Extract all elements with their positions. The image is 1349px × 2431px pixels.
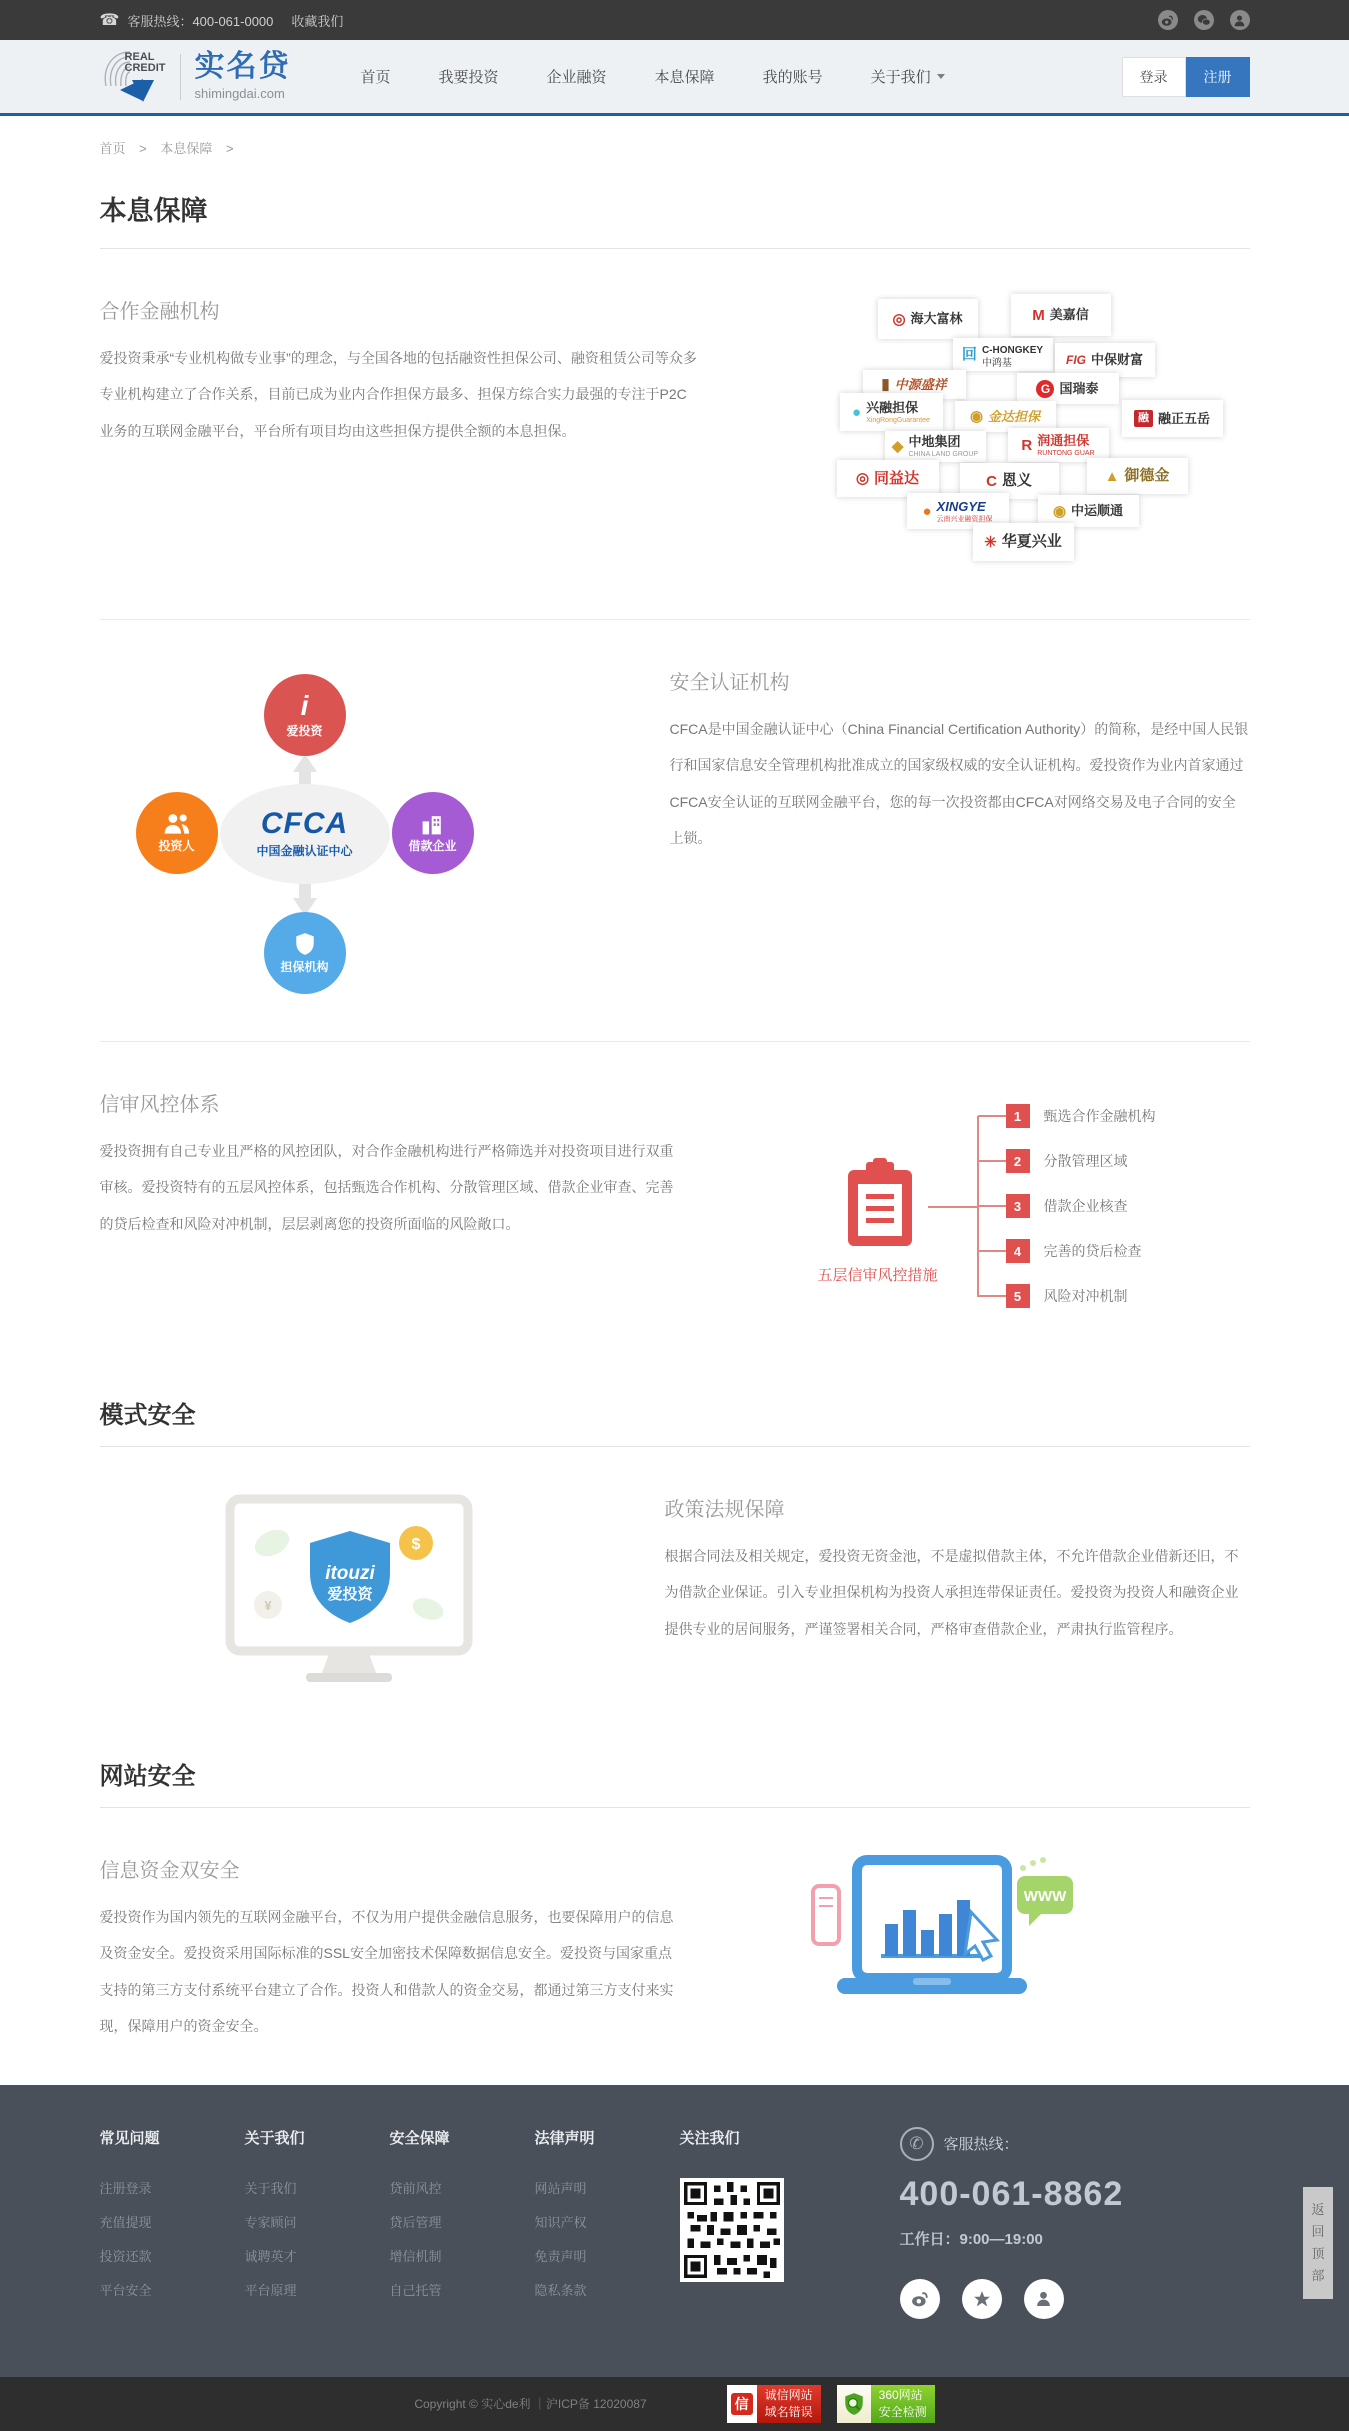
risk-item: 3 借款企业核查 <box>1006 1194 1128 1218</box>
people-icon <box>163 813 191 835</box>
phone-icon: ✆ <box>900 2127 934 2161</box>
footer-link[interactable]: 关于我们 <box>244 2180 297 2196</box>
login-button[interactable]: 登录 <box>1122 57 1186 97</box>
footer-col-legal: 法律声明 网站声明 知识产权 免责声明 隐私条款 <box>535 2127 680 2319</box>
partner-logo-icon: ◎ <box>855 470 870 487</box>
footer-link[interactable]: 注册登录 <box>99 2180 152 2196</box>
brand-domain: shimingdai.com <box>194 86 285 101</box>
cfca-heading: 安全认证机构 <box>669 672 790 694</box>
nav-invest[interactable]: 我要投资 <box>438 69 499 86</box>
partner-logo: 融 融正五岳 <box>1122 400 1223 437</box>
section-mode-safety <box>100 1447 1250 1738</box>
brand-name: 实名贷 <box>194 50 291 83</box>
footer-link[interactable]: 投资还款 <box>99 2248 152 2264</box>
partner-logo-icon: ● <box>852 403 862 421</box>
site-safety-heading: 网站安全 <box>100 1756 1250 1808</box>
partner-logo-icon: 回 <box>961 346 977 363</box>
risk-item: 4 完善的贷后检查 <box>1006 1239 1142 1263</box>
qr-code <box>680 2178 784 2282</box>
risk-item: 1 甄选合作金融机构 <box>1006 1104 1156 1128</box>
topbar-hotline: 客服热线：400-061-0000 <box>127 13 274 29</box>
cfca-body: CFCA是中国金融认证中心（China Financial Certification Authority）的简称，是经中国人民银行和国家信息安全管理机构批准成立的国家级权威的安全认证机构。爱投资作为业内首家通过CFCA安全认证的互联网金融平台，您的每一次投资都由CFCA对网络交易及电子合同的安全上锁。 <box>669 721 1249 847</box>
security-shield-icon <box>843 2392 865 2416</box>
footer-link[interactable]: 充值提现 <box>99 2214 152 2230</box>
svg-text:¥: ¥ <box>263 1598 272 1613</box>
copyright: Copyright © 实心de利 ｜沪ICP备 12020087 <box>414 2397 647 2412</box>
partner-logo: ◉ 中运顺通 <box>1038 495 1139 527</box>
bottom-bar <box>0 2377 1349 2431</box>
partners-heading: 合作金融机构 <box>99 301 220 323</box>
footer-col-follow: 关注我们 <box>680 2127 840 2319</box>
partner-logo-icon: R <box>1021 436 1033 454</box>
credibility-seal-icon: 信 <box>731 2393 753 2415</box>
breadcrumb-separator: > <box>139 141 147 156</box>
partner-logo-icon: ● <box>922 502 932 520</box>
partner-logo: G 国瑞泰 <box>1017 373 1119 404</box>
partner-logo: ▮ 中源盛祥 <box>863 370 966 399</box>
breadcrumb-current[interactable]: 本息保障 <box>160 141 213 156</box>
info-body: 爱投资作为国内领先的互联网金融平台，不仅为用户提供金融信息服务，也要保障用户的信息及资金安全。爱投资采用国际标准的SSL安全加密技术保障数据信息安全。爱投资与国家重点支持的第三方支付系统平台建立了合作。投资人和借款人的资金交易，都通过第三方支付来实现，保障用户的资金安全。 <box>99 1909 674 2035</box>
footer-link[interactable]: 专家顾问 <box>244 2214 297 2230</box>
qq-contact-icon[interactable] <box>1024 2279 1064 2319</box>
partner-logo-icon: 融 <box>1134 410 1153 427</box>
phone-icon: ☎ <box>99 12 120 29</box>
svg-text:$: $ <box>411 1536 420 1553</box>
weibo-icon[interactable] <box>900 2279 940 2319</box>
shield-icon <box>294 932 316 956</box>
favorite-link[interactable]: 收藏我们 <box>291 13 344 29</box>
footer-col-about: 关于我们 关于我们 专家顾问 诚聘英才 平台原理 <box>245 2127 390 2319</box>
page-title: 本息保障 <box>100 189 1250 249</box>
nav-about[interactable]: 关于我们 <box>847 66 969 87</box>
credibility-badge[interactable]: 信 诚信网站 域名错误 <box>727 2385 821 2423</box>
footer-col-safety: 安全保障 贷前风控 贷后管理 增信机制 自己托管 <box>390 2127 535 2319</box>
building-icon <box>420 813 446 835</box>
partner-logo: 回 C-HONGKEY 中鸿基 <box>953 338 1053 371</box>
header <box>0 40 1349 116</box>
itouzi-icon: i <box>300 689 309 721</box>
partner-logo-icon: ◉ <box>1052 502 1067 520</box>
nav-account[interactable]: 我的账号 <box>762 69 823 86</box>
partner-logo-wall <box>835 289 1250 579</box>
monitor-illustration <box>220 1493 480 1698</box>
nav-guarantee[interactable]: 本息保障 <box>654 69 715 86</box>
partner-logo-icon: ▲ <box>1104 467 1120 485</box>
register-button[interactable]: 注册 <box>1186 57 1250 97</box>
partner-logo-icon: M <box>1032 306 1045 324</box>
www-bubble-text: WWW <box>1023 1888 1066 1905</box>
logo-divider <box>180 54 181 100</box>
nav-financing[interactable]: 企业融资 <box>546 69 607 86</box>
risk-heading: 信审风控体系 <box>99 1094 220 1116</box>
chevron-down-icon <box>937 74 945 79</box>
section-partners <box>100 249 1250 619</box>
footer-link[interactable]: 平台原理 <box>244 2282 297 2298</box>
cfca-node-guarantor: 担保机构 <box>264 912 346 994</box>
partner-logo: ◆ 中地集团 CHINA LAND GROUP <box>885 431 986 462</box>
partner-logo-icon: ◆ <box>891 438 904 455</box>
footer-link[interactable]: 网站声明 <box>534 2180 587 2196</box>
back-to-top-button[interactable]: 返回顶部 <box>1303 2187 1333 2299</box>
footer-link[interactable]: 贷前风控 <box>389 2180 442 2196</box>
clipboard-icon <box>848 1158 912 1246</box>
partner-logo: ◎ 同益达 <box>837 460 939 497</box>
footer-link[interactable]: 自己托管 <box>389 2282 442 2298</box>
breadcrumb-separator: > <box>226 141 234 156</box>
partner-logo-icon: ◎ <box>892 310 906 328</box>
partner-logo-icon: G <box>1036 380 1054 398</box>
breadcrumb-home[interactable]: 首页 <box>99 141 126 156</box>
footer-link[interactable]: 知识产权 <box>534 2214 587 2230</box>
footer-link[interactable]: 贷后管理 <box>389 2214 442 2230</box>
site-logo[interactable] <box>100 46 291 108</box>
risk-diagram-label: 五层信审风控措施 <box>817 1267 938 1284</box>
footer-col-faq: 常见问题 注册登录 充值提现 投资还款 平台安全 <box>100 2127 245 2319</box>
partners-body: 爱投资秉承“专业机构做专业事”的理念，与全国各地的包括融资性担保公司、融资租赁公司等众多专业机构建立了合作关系，目前已成为业内合作担保方最多、担保方综合实力最强的专注于P2C业务的互联网金融平台，平台所有项目均由这些担保方提供全额的本息担保。 <box>99 350 697 439</box>
partner-logo: ◉ 金达担保 <box>955 401 1056 432</box>
partner-logo: ▲ 御德金 <box>1087 458 1188 494</box>
partner-logo-icon: ▮ <box>881 376 890 393</box>
qq-contact-icon[interactable] <box>1230 10 1250 30</box>
section-site-safety <box>100 1808 1250 2085</box>
cfca-node-investor: 投资人 <box>136 792 218 874</box>
policy-heading: 政策法规保障 <box>664 1499 785 1521</box>
cfca-node-itouzi: i 爱投资 <box>264 674 346 756</box>
mode-safety-heading: 模式安全 <box>100 1395 1250 1447</box>
partner-logo: R 润通担保 RUNTONG GUAR <box>1008 428 1109 462</box>
info-heading: 信息资金双安全 <box>99 1860 240 1882</box>
nav-home[interactable]: 首页 <box>360 69 391 86</box>
partner-logo-icon: FIG <box>1065 353 1086 367</box>
risk-body: 爱投资拥有自己专业且严格的风控团队，对合作金融机构进行严格筛选并对投资项目进行双重审核。爱投资特有的五层风控体系，包括甄选合作机构、分散管理区域、借款企业审查、完善的贷后检查和风险对冲机制，层层剥离您的投资所面临的风险敞口。 <box>99 1143 674 1232</box>
partner-logo: ◎ 海大富林 <box>878 299 978 339</box>
partner-logo: C 恩义 <box>960 463 1059 499</box>
footer <box>0 2085 1349 2377</box>
risk-item: 5 风险对冲机制 <box>1006 1284 1128 1308</box>
wechat-icon[interactable] <box>1194 10 1214 30</box>
shield-brand-cn: 爱投资 <box>326 1586 373 1603</box>
risk-diagram <box>810 1092 1250 1337</box>
laptop-illustration <box>785 1854 1085 2029</box>
footer-hotline: ✆ 客服热线： 400-061-8862 工作日：9:00—19:00 <box>900 2127 1124 2319</box>
partner-logo-icon: C <box>986 472 997 490</box>
cfca-center: CFCA 中国金融认证中心 <box>220 784 390 884</box>
main-nav <box>337 66 969 87</box>
partner-logo: ● XINGYE 云南兴业融资担保 <box>907 493 1009 529</box>
breadcrumb <box>100 116 1250 163</box>
partner-logo: ✳ 华夏兴业 <box>973 523 1074 561</box>
partner-logo: FIG 中保财富 <box>1055 343 1155 377</box>
cfca-node-borrower: 借款企业 <box>392 792 474 874</box>
work-hours: 工作日：9:00—19:00 <box>899 2230 1043 2248</box>
footer-link[interactable]: 增信机制 <box>389 2248 442 2264</box>
partner-logo-icon: ◉ <box>969 408 984 425</box>
section-risk <box>100 1042 1250 1377</box>
policy-body: 根据合同法及相关规定，爱投资无资金池，不是虚拟借款主体，不允许借款企业借新还旧，不为借款企业保证。引入专业担保机构为投资人承担连带保证责任。爱投资为投资人和融资企业提供专业的居间服务，严谨签署相关合同，严格审查借款企业，严肃执行监管程序。 <box>664 1548 1239 1637</box>
partner-logo-icon: ✳ <box>984 533 997 551</box>
partner-logo: M 美嘉信 <box>1011 294 1111 336</box>
footer-link[interactable]: 平台安全 <box>99 2282 152 2298</box>
partner-logo: ● 兴融担保 XingRongGuarantee <box>840 393 943 431</box>
footer-link[interactable]: 隐私条款 <box>534 2282 587 2298</box>
fingerprint-logo-icon: REAL CREDIT <box>100 46 164 108</box>
footer-link[interactable]: 免责声明 <box>534 2248 587 2264</box>
footer-link[interactable]: 诚聘英才 <box>244 2248 297 2264</box>
qzone-star-icon[interactable] <box>962 2279 1002 2319</box>
topbar <box>0 0 1349 40</box>
cfca-diagram <box>120 666 490 1001</box>
weibo-icon[interactable] <box>1158 10 1178 30</box>
shield-brand-en: itouzi <box>324 1563 375 1584</box>
hotline-number: 400-061-8862 <box>899 2174 1124 2213</box>
risk-item: 2 分散管理区域 <box>1006 1149 1128 1173</box>
360-security-badge[interactable]: 360网站 安全检测 <box>837 2385 935 2423</box>
section-cfca <box>100 620 1250 1041</box>
